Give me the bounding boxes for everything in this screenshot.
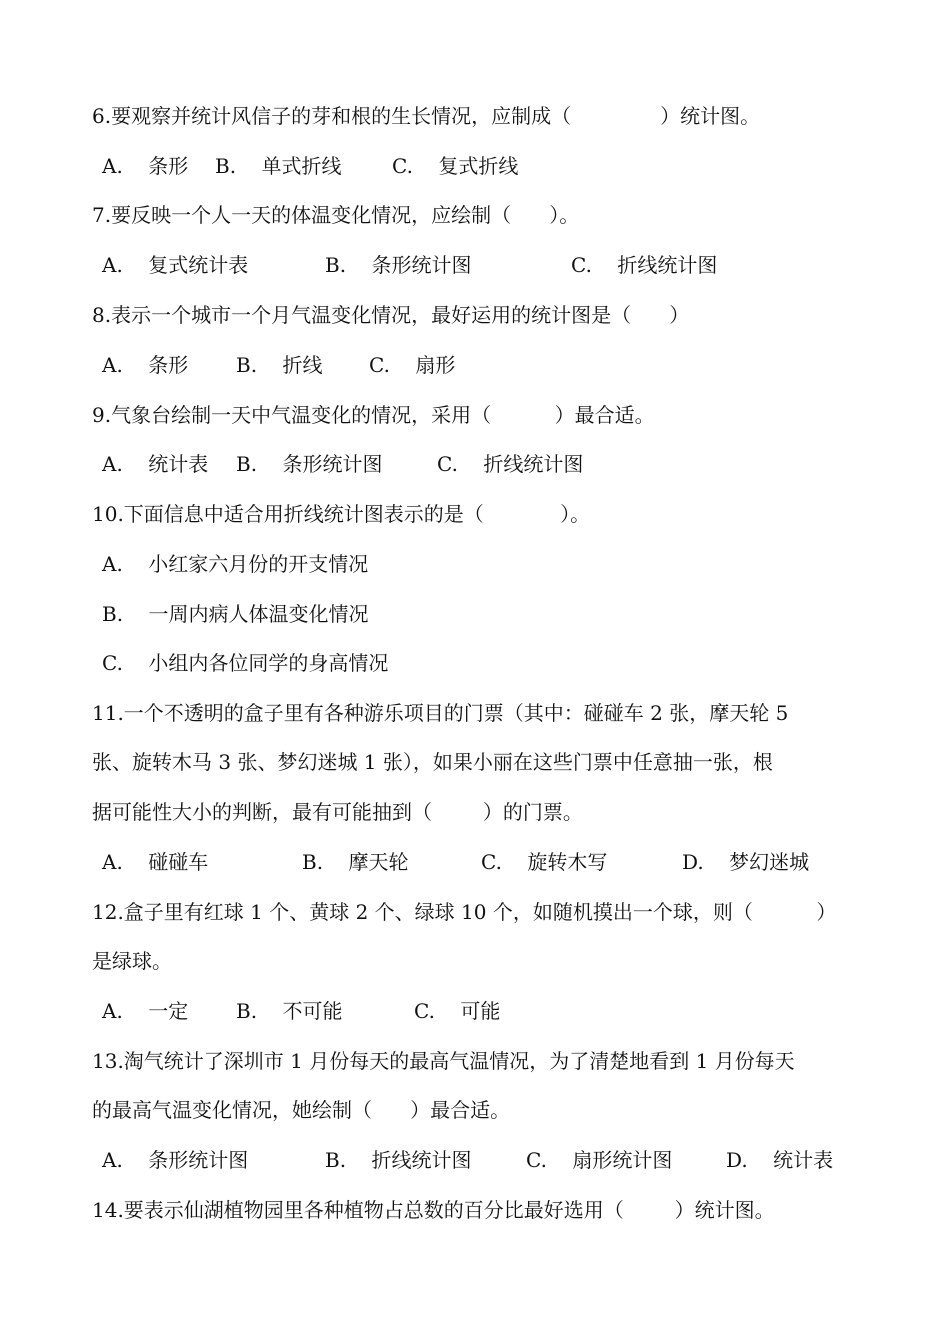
question-8-stem: 8.表示一个城市一个月气温变化情况，最好运用的统计图是（ ）	[92, 303, 690, 327]
question-9-option-a: A. 统计表	[102, 452, 209, 476]
question-8-option-a: A. 条形	[102, 353, 189, 377]
question-11-stem-line-1: 11.一个不透明的盒子里有各种游乐项目的门票（其中：碰碰车 2 张，摩天轮 5	[92, 701, 789, 725]
question-11-option-d: D. 梦幻迷城	[682, 850, 810, 874]
question-11-option-c: C. 旋转木写	[481, 850, 608, 874]
question-6-option-c: C. 复式折线	[392, 154, 519, 178]
question-14-stem: 14.要表示仙湖植物园里各种植物占总数的百分比最好选用（ ）统计图。	[92, 1198, 775, 1222]
question-11-stem-line-2: 张、旋转木马 3 张、梦幻迷城 1 张），如果小丽在这些门票中任意抽一张，根	[92, 750, 773, 774]
question-7-option-a: A. 复式统计表	[102, 253, 249, 277]
question-10-option-c: C. 小组内各位同学的身高情况	[102, 651, 389, 675]
question-11-stem-line-3: 据可能性大小的判断，最有可能抽到（ ）的门票。	[92, 800, 583, 824]
question-12-option-a: A. 一定	[102, 999, 189, 1023]
question-7-option-c: C. 折线统计图	[571, 253, 718, 277]
question-8-option-b: B. 折线	[236, 353, 323, 377]
question-13-option-b: B. 折线统计图	[325, 1148, 472, 1172]
question-12-option-b: B. 不可能	[236, 999, 343, 1023]
question-10-stem: 10.下面信息中适合用折线统计图表示的是（ ）。	[92, 502, 591, 526]
question-6-option-b: B. 单式折线	[215, 154, 342, 178]
question-12-stem-line-1: 12.盒子里有红球 1 个、黄球 2 个、绿球 10 个，如随机摸出一个球，则（ ）	[92, 900, 837, 924]
question-10-option-b: B. 一周内病人体温变化情况	[102, 602, 369, 626]
question-13-option-c: C. 扇形统计图	[526, 1148, 673, 1172]
question-12-option-c: C. 可能	[414, 999, 501, 1023]
question-12-stem-line-2: 是绿球。	[92, 949, 172, 973]
question-11-option-a: A. 碰碰车	[102, 850, 209, 874]
question-11-option-b: B. 摩天轮	[302, 850, 409, 874]
question-8-option-c: C. 扇形	[369, 353, 456, 377]
question-10-option-a: A. 小红家六月份的开支情况	[102, 552, 369, 576]
question-9-option-c: C. 折线统计图	[437, 452, 584, 476]
question-9-option-b: B. 条形统计图	[236, 452, 383, 476]
question-13-stem-line-2: 的最高气温变化情况，她绘制（ ）最合适。	[92, 1098, 511, 1122]
question-13-option-a: A. 条形统计图	[102, 1148, 249, 1172]
question-6-stem: 6.要观察并统计风信子的芽和根的生长情况，应制成（ ）统计图。	[92, 104, 761, 128]
question-13-option-d: D. 统计表	[726, 1148, 834, 1172]
question-7-stem: 7.要反映一个人一天的体温变化情况，应绘制（ ）。	[92, 203, 580, 227]
question-13-stem-line-1: 13.淘气统计了深圳市 1 月份每天的最高气温情况，为了清楚地看到 1 月份每天	[92, 1049, 795, 1073]
question-6-option-a: A. 条形	[102, 154, 189, 178]
question-9-stem: 9.气象台绘制一天中气温变化的情况，采用（ ）最合适。	[92, 403, 655, 427]
question-7-option-b: B. 条形统计图	[325, 253, 472, 277]
